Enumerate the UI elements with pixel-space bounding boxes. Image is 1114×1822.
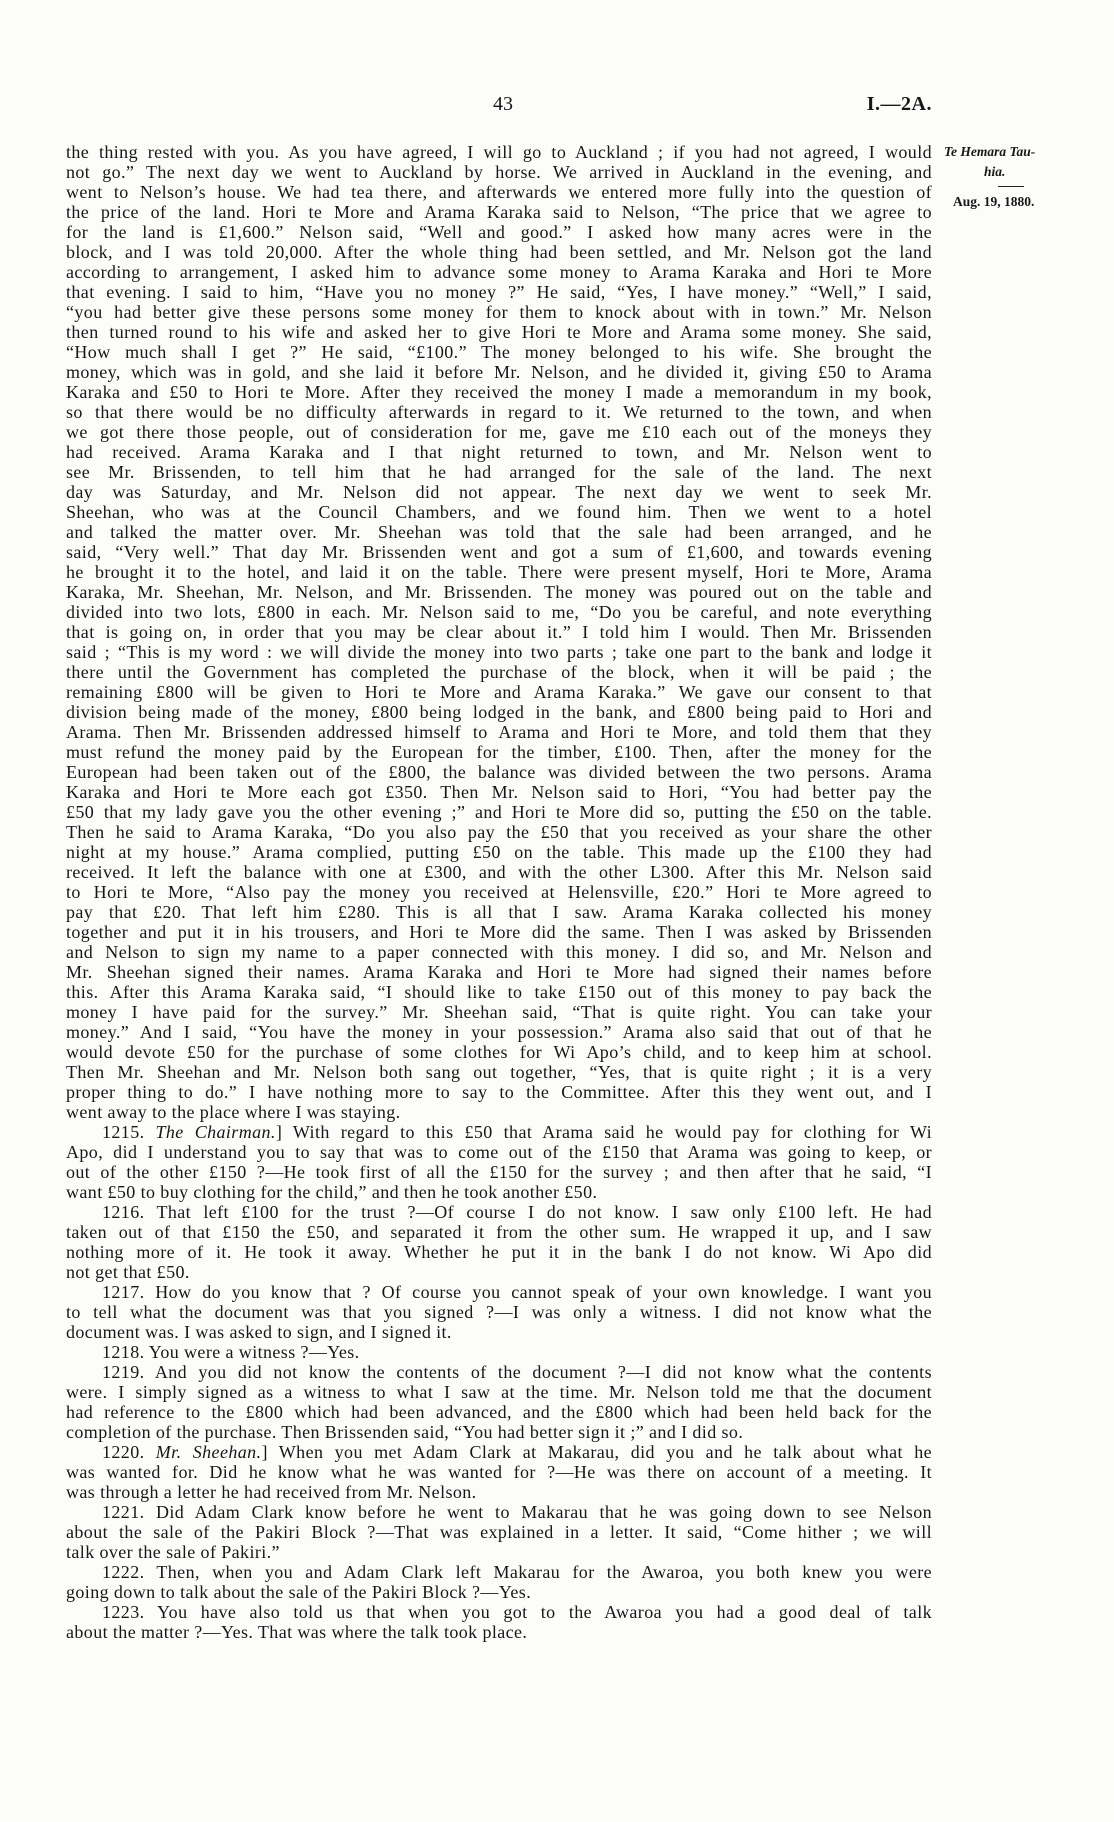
text-line [66,1282,932,1302]
line-text: to tell what the document was that you signed ?—I was only a witness. I did not know what the [66,1302,932,1322]
line-text: that is going on, in order that you may be clear about it.” I told him I would. Then Mr. Brissenden [66,622,932,642]
line-text: so that there would be no difficulty afterwards in regard to it. We returned to the town, and when [66,402,932,422]
line-text: Then, when you and Adam Clark left Makarau for the Awaroa, you both knew you were [156,1562,932,1582]
line-text: remaining £800 will be given to Hori te More and Arama Karaka.” We gave our consent to that [66,682,932,702]
text-line [66,902,932,922]
line-text: had received. Arama Karaka and I that night returned to town, and Mr. Nelson went to [66,442,932,462]
text-line [66,242,932,262]
text-line [66,1382,932,1402]
line-text: money, which was in gold, and she laid it before Mr. Nelson, and he divided it, giving £50 to Arama [66,362,932,382]
text-line [66,302,932,322]
speaker-name: Mr. Sheehan. [155,1442,262,1462]
text-line [66,162,932,182]
line-text: How do you know that ? Of course you cannot speak of your own knowledge. I want you [155,1282,932,1302]
line-text: we got there those people, out of consideration for me, gave me £10 each out of the moneys they [66,422,932,442]
text-line [66,322,932,342]
line-text: about the sale of the Pakiri Block ?—That was explained in a letter. It said, “Come hither ; we will [66,1522,932,1542]
text-line [66,542,932,562]
text-line [66,1022,932,1042]
line-text: Apo, did I understand you to say that was to come out of the £150 that Arama was going to keep, or [66,1142,932,1162]
text-line [66,482,932,502]
margin-note [944,142,1094,211]
line-text: “How much shall I get ?” He said, “£100.” The money belonged to his wife. She brought the [66,342,932,362]
text-line [66,1522,932,1542]
question-number: 1216. [102,1202,145,1222]
text-line [66,442,932,462]
text-line [66,462,932,482]
line-text: ] When you met Adam Clark at Makarau, did you and he talk about what he [261,1442,932,1462]
line-text: and talked the matter over. Mr. Sheehan was told that the sale had been arranged, and he [66,522,932,542]
line-text: And you did not know the contents of the document ?—I did not know what the contents [154,1362,932,1382]
line-text: proper thing to do.” I have nothing more to say to the Committee. After this they went out, and I [66,1082,932,1102]
line-text: went away to the place where I was staying. [66,1102,401,1122]
question-number: 1222. [102,1562,145,1582]
text-line [66,1062,932,1082]
text-line [66,382,932,402]
text-line [66,982,932,1002]
text-line [66,722,932,742]
text-line [66,182,932,202]
text-line [66,782,932,802]
line-text: that evening. I said to him, “Have you no money ?” He said, “Yes, I have money.” “Well,” I said, [66,282,932,302]
text-line [66,1002,932,1022]
line-text: about the matter ?—Yes. That was where the talk took place. [66,1622,528,1642]
question-number: 1219. [102,1362,145,1382]
line-text: not go.” The next day we went to Auckland by horse. We arrived in Auckland in the evening, and [66,162,932,182]
text-line [66,842,932,862]
text-line [66,1262,932,1282]
line-text: was through a letter he had received from Mr. Nelson. [66,1482,477,1502]
text-line [66,802,932,822]
speaker-name: The Chairman. [155,1122,276,1142]
text-line [66,882,932,902]
text-line [66,1222,932,1242]
text-line [66,962,932,982]
line-text: received. It left the balance with one at £300, and with the other L300. After this Mr. Nelson said [66,862,932,882]
line-text: Then he said to Arama Karaka, “Do you also pay the £50 that you received as your share the other [66,822,932,842]
line-text: Karaka and £50 to Hori te More. After they received the money I made a memorandum in my book, [66,382,932,402]
text-line [66,282,932,302]
line-text: night at my house.” Arama complied, putting £50 on the table. This made up the £100 they had [66,842,932,862]
line-text: then turned round to his wife and asked her to give Hori te More and Arama some money. She said, [66,322,932,342]
question-number: 1221. [102,1502,145,1522]
line-text: to Hori te More, “Also pay the money you received at Helensville, £20.” Hori te More agreed to [66,882,932,902]
text-line [66,1482,932,1502]
question-number: 1215. [102,1122,145,1142]
text-line [66,1622,932,1642]
page-number: 43 [493,93,513,115]
text-line [66,762,932,782]
line-text: nothing more of it. He took it away. Whether he put it in the bank I do not know. Wi Apo did [66,1242,932,1262]
testimony-paragraph [66,142,932,1122]
text-line [66,1542,932,1562]
text-line [66,1562,932,1582]
question-paragraph [66,1362,932,1442]
line-text: according to arrangement, I asked him to advance some money to Arama Karaka and Hori te More [66,262,932,282]
text-line [66,1122,932,1142]
line-text: would devote £50 for the purchase of some clothes for Wi Apo’s child, and to keep him at school. [66,1042,932,1062]
line-text: division being made of the money, £800 being lodged in the bank, and £800 being paid to Hori and [66,702,932,722]
text-line [66,1142,932,1162]
line-text: Karaka and Hori te More each got £350. Then Mr. Nelson said to Hori, “You had better pay the [66,782,932,802]
question-paragraph [66,1442,932,1502]
text-line [66,862,932,882]
line-text: the thing rested with you. As you have agreed, I will go to Auckland ; if you had not agreed, I would [66,142,932,162]
line-text: Mr. Sheehan signed their names. Arama Karaka and Hori te More had signed their names before [66,962,932,982]
text-line [66,682,932,702]
text-line [66,602,932,622]
line-text: must refund the money paid by the European for the timber, £100. Then, after the money for the [66,742,932,762]
text-line [66,1102,932,1122]
text-line [66,342,932,362]
line-text: day was Saturday, and Mr. Nelson did not appear. The next day we went to seek Mr. [66,482,932,502]
line-text: money.” And I said, “You have the money in your possession.” Arama also said that out of that he [66,1022,932,1042]
text-line [66,402,932,422]
question-paragraph [66,1602,932,1642]
text-line [66,942,932,962]
line-text: said ; “This is my word : we will divide the money into two parts ; take one part to the bank and lodge it [66,642,932,662]
question-paragraph [66,1502,932,1562]
question-paragraph [66,1202,932,1282]
line-text: for the land is £1,600.” Nelson said, “Well and good.” I asked how many acres were in the [66,222,932,242]
text-line [66,1582,932,1602]
text-line [66,222,932,242]
text-line [66,1442,932,1462]
line-text: Karaka, Mr. Sheehan, Mr. Nelson, and Mr. Brissenden. The money was poured out on the table and [66,582,932,602]
text-line [66,202,932,222]
margin-note-witness-name-continued: hia. [984,164,1006,179]
line-text: money I have paid for the survey.” Mr. Sheehan said, “That is quite right. You can take your [66,1002,932,1022]
line-text: Sheehan, who was at the Council Chambers, and we found him. Then we went to a hotel [66,502,932,522]
text-line [66,1302,932,1322]
text-line [66,1422,932,1442]
question-number: 1220. [102,1442,145,1462]
line-text: there until the Government has completed the purchase of the block, when it will be paid ; the [66,662,932,682]
line-text: had reference to the £800 which had been advanced, and the £800 which had been held back for the [66,1402,932,1422]
line-text: together and put it in his trousers, and Hori te More did the same. Then I was asked by Brissenden [66,922,932,942]
line-text: Then Mr. Sheehan and Mr. Nelson both sang out together, “Yes, that is quite right ; it is a very [66,1062,932,1082]
line-text: were. I simply signed as a witness to what I saw at the time. Mr. Nelson told me that the document [66,1382,932,1402]
line-text: see Mr. Brissenden, to tell him that he had arranged for the sale of the land. The next [66,462,932,482]
question-paragraph [66,1562,932,1602]
line-text: “you had better give these persons some money for them to knock about with in town.” Mr. Nelson [66,302,932,322]
text-line [66,1202,932,1222]
text-line [66,922,932,942]
text-line [66,1462,932,1482]
paper-reference: I.—2A. [866,93,932,115]
text-line [66,1082,932,1102]
line-text: pay that £20. That left him £280. This is all that I saw. Arama Karaka collected his money [66,902,932,922]
line-text: You have also told us that when you got to the Awaroa you had a good deal of talk [157,1602,932,1622]
text-line [66,1162,932,1182]
text-line [66,562,932,582]
text-line [66,362,932,382]
line-text: £50 that my lady gave you the other evening ;” and Hori te More did so, putting the £50 on the table. [66,802,932,822]
text-line [66,1322,932,1342]
text-line [66,1342,932,1362]
text-line [66,1502,932,1522]
line-text: taken out of that £150 the £50, and separated it from the other sum. He wrapped it up, and I saw [66,1222,932,1242]
line-text: block, and I was told 20,000. After the whole thing had been settled, and Mr. Nelson got the land [66,242,932,262]
line-text: document was. I was asked to sign, and I signed it. [66,1322,452,1342]
text-line [66,642,932,662]
margin-note-witness-name: Te Hemara Tau- [944,144,1036,159]
question-number: 1218. [102,1342,145,1362]
question-paragraph [66,1342,932,1362]
question-number: 1217. [102,1282,145,1302]
text-line [66,502,932,522]
line-text: went to Nelson’s house. We had tea there, and afterwards we entered more fully into the question of [66,182,932,202]
line-text: talk over the sale of Pakiri.” [66,1542,280,1562]
line-text: ] With regard to this £50 that Arama said he would pay for clothing for Wi [275,1122,933,1142]
margin-note-date: Aug. 19, 1880. [953,194,1035,209]
line-text: You were a witness ?—Yes. [148,1342,360,1362]
text-line [66,582,932,602]
text-line [66,262,932,282]
line-text: said, “Very well.” That day Mr. Brissenden went and got a sum of £1,600, and towards evening [66,542,932,562]
text-line [66,142,932,162]
line-text: and Nelson to sign my name to a paper connected with this money. I did so, and Mr. Nelson and [66,942,932,962]
text-line [66,662,932,682]
line-text: Did Adam Clark know before he went to Makarau that he was going down to see Nelson [155,1502,932,1522]
question-number: 1223. [102,1602,145,1622]
line-text: the price of the land. Hori te More and Arama Karaka said to Nelson, “The price that we agree to [66,202,932,222]
text-line [66,1402,932,1422]
line-text: he brought it to the hotel, and laid it on the table. There were present myself, Hori te More, Arama [66,562,932,582]
text-line [66,822,932,842]
text-line [66,1182,932,1202]
line-text: out of the other £150 ?—He took first of all the £150 for the survey ; and then after that he said, “I [66,1162,932,1182]
line-text: want £50 to buy clothing for the child,” and then he took another £50. [66,1182,598,1202]
text-line [66,1602,932,1622]
question-paragraph [66,1122,932,1202]
text-line [66,422,932,442]
question-paragraph [66,1282,932,1342]
line-text: not get that £50. [66,1262,190,1282]
text-line [66,1042,932,1062]
text-line [66,1242,932,1262]
text-line [66,702,932,722]
body-text [66,142,932,1642]
line-text: completion of the purchase. Then Brissenden said, “You had better sign it ;” and I did so. [66,1422,744,1442]
text-line [66,522,932,542]
text-line [66,622,932,642]
line-text: European had been taken out of the £800, the balance was divided between the two persons. Arama [66,762,932,782]
line-text: Arama. Then Mr. Brissenden addressed himself to Arama and Hori te More, and told them that they [66,722,932,742]
line-text: divided into two lots, £800 in each. Mr. Nelson said to me, “Do you be careful, and note everything [66,602,932,622]
margin-note-divider [998,186,1024,187]
line-text: was wanted for. Did he know what he was wanted for ?—He was there on account of a meeting. It [66,1462,932,1482]
line-text: this. After this Arama Karaka said, “I should like to take £150 out of this money to pay back the [66,982,932,1002]
text-line [66,742,932,762]
line-text: That left £100 for the trust ?—Of course I do not know. I saw only £100 left. He had [156,1202,932,1222]
line-text: going down to talk about the sale of the Pakiri Block ?—Yes. [66,1582,532,1602]
text-line [66,1362,932,1382]
